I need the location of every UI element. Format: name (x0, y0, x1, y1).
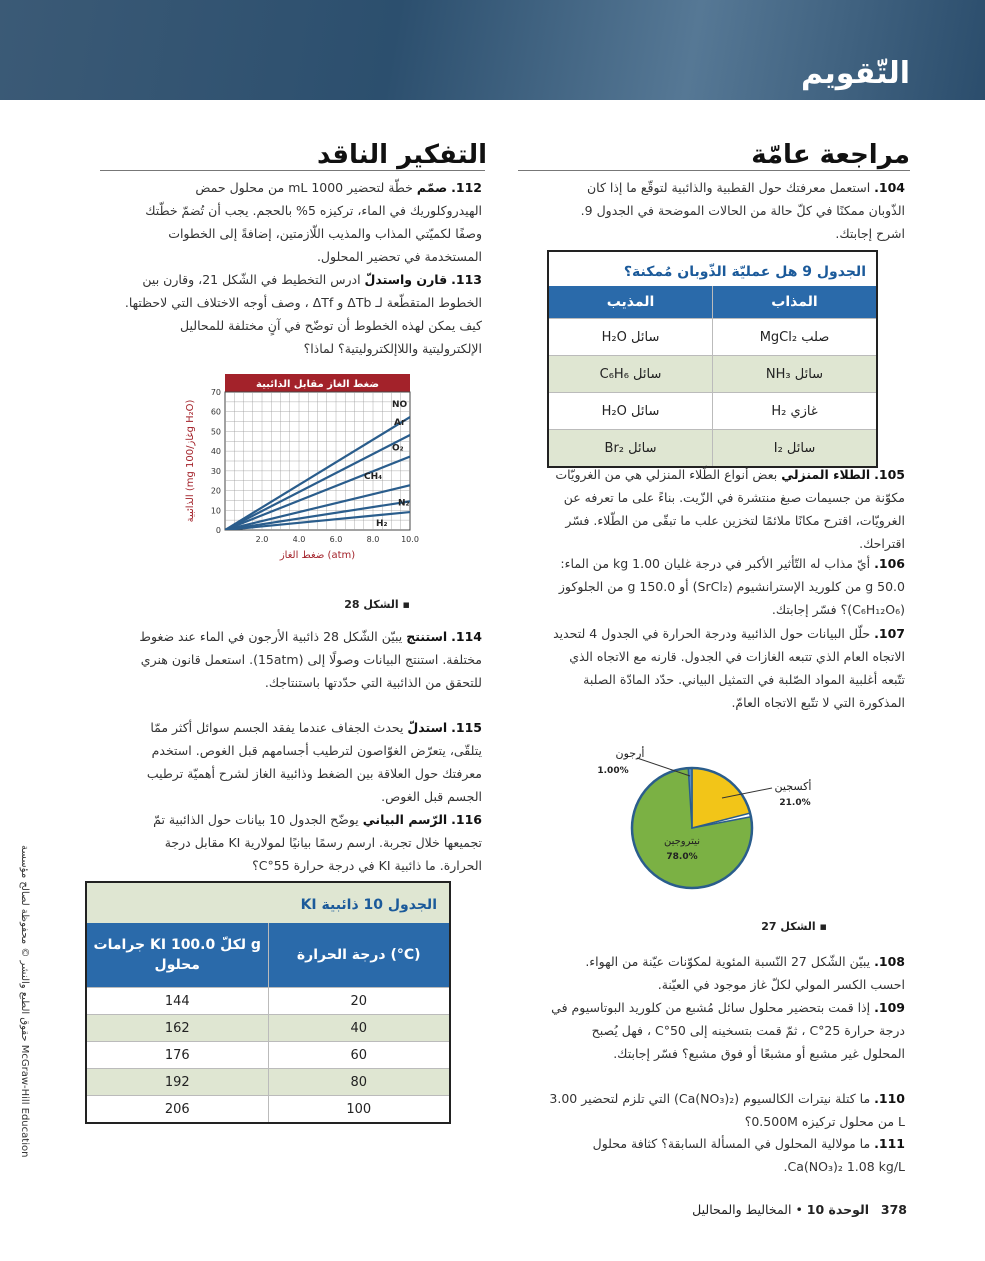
series-label: NO (392, 400, 408, 411)
x-tick-label: 8.0 (366, 535, 380, 544)
header-banner (0, 0, 985, 100)
question-106: 106. أيّ مذاب له التّأثير الأكبر في درجة غليان 1.00 kg من الماء: 50.0 g من كلوريد الإسترانشيوم (SrCl₂) أو 150.0 g من الجلوكوز (C₆H₁₂O₆)؟ فسّر إجابتك. (558, 556, 905, 617)
table-cell: 176 (87, 1042, 268, 1069)
question-110: 110. ما كتلة نيترات الكالسيوم (Ca(NO₃)₂) التي تلزم لتحضير 3.00 L من محلول تركيزه 0.500M؟ (549, 1091, 905, 1129)
series-label: Ar (394, 418, 406, 429)
table-cell: 80 (268, 1069, 449, 1096)
unit-label: الوحدة 10 (806, 1202, 869, 1217)
footer-separator: • (795, 1202, 803, 1217)
section-title-review: مراجعة عامّة (751, 140, 910, 170)
y-tick-label: 40 (210, 447, 221, 457)
section-rule (100, 170, 485, 171)
question-116: 116. الرّسم البياني يوضّح الجدول 10 بيانات حول الذائبية تمّ تجميعها خلال تجربة. ارسم رسمًا بيانيًا لمولارية KI مقابل درجة الحرارة. ما ذائبية KI في درجة حرارة 55°C؟ (153, 812, 482, 873)
table-cell: C₆H₆ سائل (549, 356, 713, 393)
table-9-caption: الجدول 9 هل عمليّة الذّوبان مُمكنة؟ (549, 252, 876, 286)
table-cell: 192 (87, 1069, 268, 1096)
pie-value-label: 78.0% (666, 852, 698, 862)
series-label: N₂ (398, 498, 410, 509)
x-tick-label: 10.0 (401, 535, 419, 544)
table-cell: 206 (87, 1096, 268, 1123)
pie-label: نيتروجين (664, 836, 700, 847)
question-109: 109. إذا قمت بتحضير محلول سائل مُشبع من كلوريد البوتاسيوم في درجة حرارة 25°C ، ثمّ قمت بتسخينه إلى 50°C ، فهل يُصبح المحلول غير مشبع أو مشبعًا أو فوق مشبع؟ فسّر إجابتك. (551, 1000, 905, 1061)
series-label: H₂ (376, 519, 388, 530)
figure-27-pie-chart (575, 740, 845, 900)
chart-title: ضغط الغاز مقابل الذائبية (256, 379, 379, 390)
y-tick-label: 70 (210, 388, 221, 397)
question-107: 107. حلّل البيانات حول الذائبية ودرجة الحرارة في الجدول 4 لتحديد الاتجاه العام الذي تتبعه الغازات في الجدول. قارنه مع الاتجاه الذي تتّبعه أغلبية المواد الصّلبة في التمثيل البياني. حدّد المادّة الصلبة المذكورة التي لا تتّبع الاتجاه العامّ. (553, 626, 905, 710)
table-cell: Br₂ سائل (549, 430, 713, 467)
pie-value-label: 1.00% (597, 766, 629, 776)
table-cell: H₂ غازي (713, 393, 877, 430)
x-axis-label: ضغط الغاز (atm) (279, 550, 356, 561)
table-cell: 162 (87, 1015, 268, 1042)
question-112: 112. صمّم خطّة لتحضير 1000 mL من محلول حمض الهيدروكلوريك في الماء، تركيزه 5% بالحجم. يجب أن تُضمّ خطّتك وصفًا لكميّتي المذاب والمذيب اللّازمتين، إضافةً إلى الخطوات المستخدمة في تحضير المحلول. (145, 180, 482, 264)
pie-label: أكسجين (774, 780, 812, 793)
pie-label: أرجون (615, 747, 645, 760)
question-113: 113. قارن واستدلّ ادرس التخطيط في الشّكل 21، وقارن بين الخطوط المتقطّعة لـ ΔTb و ΔTf ، وصف أوجه الاختلاف التي لاحظتها. كيف يمكن لهذه الخطوط أن توضّح في آنٍ مختلفة للمحاليل الإلكتروليتية واللاإلكتروليتية؟ لماذا؟ (124, 272, 482, 356)
question-111: 111. ما مولالية المحلول في المسألة السابقة؟ كثافة محلول Ca(NO₃)₂ 1.08 kg/L. (592, 1136, 905, 1174)
section-rule (518, 170, 910, 171)
figure-28-line-chart (165, 370, 425, 570)
x-tick-label: 2.0 (255, 535, 269, 544)
question-104: 104. استعمل معرفتك حول القطبية والذائبية لتوقّع ما إذا كان الذّوبان ممكنًا في كلّ حالة من الحالات الموضحة في الجدول 9. اشرح إجابتك. (580, 180, 905, 241)
question-108: 108. يبيّن الشّكل 27 النّسبة المئوية لمكوّنات عيّنة من الهواء. احسب الكسر المولي لكلّ غاز موجود في العيّنة. (585, 954, 905, 992)
y-tick-label: 50 (210, 427, 221, 437)
page-number: 378 (880, 1202, 907, 1217)
table-header: درجة الحرارة (°C) (268, 923, 449, 988)
question-115: 115. استدلّ يحدث الجفاف عندما يفقد الجسم سوائل أكثر ممّا يتلقّى، يتعرّض الغوّاصون لترطيب أجسامهم قبل الغوص. استخدم معرفتك حول العلاقة بين الضغط وذائبية الغاز لشرح أهميّة ترطيب الجسم قبل الغوص. (146, 720, 482, 804)
table-cell: 20 (268, 988, 449, 1015)
y-axis-label: الذائبية (mg غاز/100g H₂O) (185, 399, 196, 523)
table-9 (547, 250, 878, 468)
x-tick-label: 6.0 (329, 535, 343, 544)
y-tick-label: 10 (210, 506, 221, 516)
table-cell: MgCl₂ صلب (713, 319, 877, 356)
table-cell: H₂O سائل (549, 393, 713, 430)
unit-title: المخاليط والمحاليل (692, 1202, 792, 1217)
table-cell: 144 (87, 988, 268, 1015)
copyright-sidebar: حقوق الطبع والنشر © محفوظة لصالح مؤسسة McGraw-Hill Education (19, 845, 30, 1158)
table-cell: NH₃ سائل (713, 356, 877, 393)
table-10 (85, 881, 451, 1124)
table-cell: 40 (268, 1015, 449, 1042)
figure-27-caption: ▪ الشكل 27 (761, 920, 827, 933)
table-10-caption: الجدول 10 ذائبية KI (87, 883, 449, 923)
table-cell: 60 (268, 1042, 449, 1069)
table-cell: I₂ سائل (713, 430, 877, 467)
page-footer (692, 1202, 907, 1217)
x-tick-label: 4.0 (292, 535, 306, 544)
table-header: المذيب (549, 286, 713, 319)
series-label: CH₄ (364, 472, 383, 483)
question-114: 114. استنتج يبيّن الشّكل 28 ذائبية الأرجون في الماء عند ضغوط مختلفة. استنتج البيانات وصولًا إلى (15atm). استعمل قانون هنري للتحقق من الذائبية التي حدّدتها باستنتاجك. (139, 629, 482, 690)
page-title: التّقويم (801, 56, 910, 91)
table-cell: 100 (268, 1096, 449, 1123)
table-header: المذاب (713, 286, 877, 319)
table-header: جرامات KI لكلّ 100.0 g محلول (87, 923, 268, 988)
series-label: O₂ (392, 443, 404, 454)
section-title-critical: التفكير الناقد (316, 140, 487, 170)
pie-value-label: 21.0% (779, 798, 811, 808)
y-tick-label: 60 (210, 407, 221, 417)
y-tick-label: 30 (210, 466, 221, 476)
table-cell: H₂O سائل (549, 319, 713, 356)
y-tick-label: 0 (215, 526, 221, 535)
y-tick-label: 20 (210, 486, 221, 496)
pie-leader-line (637, 758, 690, 776)
figure-28-caption: ▪ الشكل 28 (344, 598, 410, 611)
question-105: 105. الطلاء المنزلي بعض أنواع الطّلاء المنزلي هي من الغرويّات مكوّنة من جسيمات صبغ منتشرة في الزّيت. بناءً على ما تعرفه عن الغرويّات، اقترح مكانًا ملائمًا لتخزين علب ما تبقّى من الطّلاء. فسّر اقتراحك. (555, 467, 905, 551)
